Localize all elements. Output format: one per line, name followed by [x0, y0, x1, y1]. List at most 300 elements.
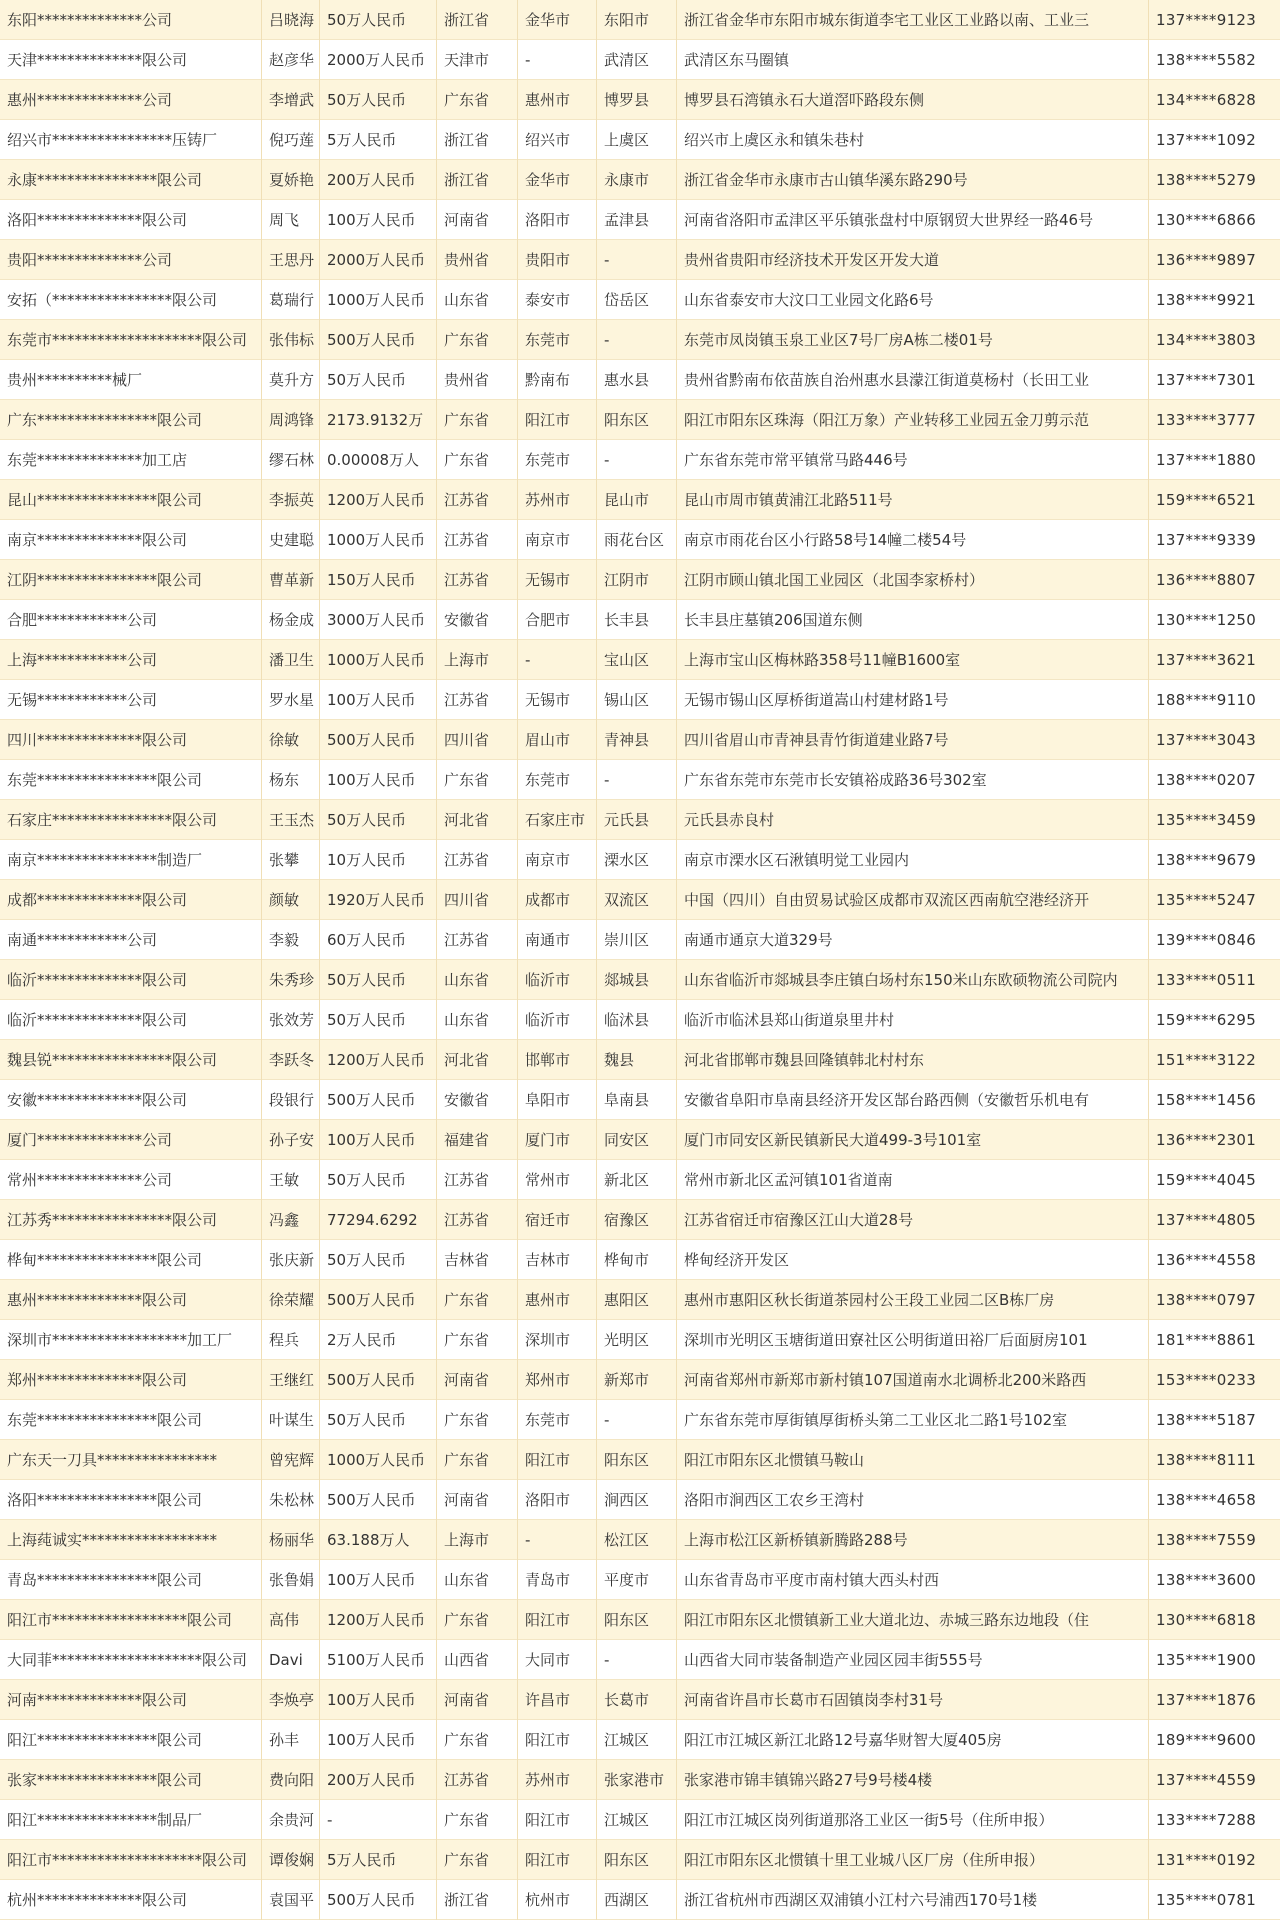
legal-representative-cell: 吕晓海 — [262, 0, 320, 40]
district-cell: 桦甸市 — [597, 1240, 677, 1280]
address-cell: 山东省临沂市郯城县李庄镇白场村东150米山东欧硕物流公司院内 — [677, 960, 1149, 1000]
company-name-cell: 绍兴市****************压铸厂 — [0, 120, 262, 160]
province-cell: 河南省 — [437, 1480, 518, 1520]
company-name-cell: 杭州**************限公司 — [0, 1880, 262, 1920]
table-row — [0, 320, 1280, 360]
registered-capital-cell: 5100万人民币 — [320, 1640, 437, 1680]
city-cell: 青岛市 — [518, 1560, 597, 1600]
company-name-cell: 深圳市******************加工厂 — [0, 1320, 262, 1360]
district-cell: 平度市 — [597, 1560, 677, 1600]
city-cell: 东莞市 — [518, 1400, 597, 1440]
province-cell: 广东省 — [437, 1280, 518, 1320]
company-name-cell: 桦甸****************限公司 — [0, 1240, 262, 1280]
district-cell: - — [597, 760, 677, 800]
province-cell: 浙江省 — [437, 160, 518, 200]
table-row — [0, 880, 1280, 920]
company-name-cell: 四川**************限公司 — [0, 720, 262, 760]
phone-cell: 158****1456 — [1156, 1090, 1257, 1109]
address-cell: 深圳市光明区玉塘街道田寮社区公明街道田裕厂后面厨房101 — [677, 1320, 1149, 1360]
table-row — [0, 1200, 1280, 1240]
address-cell: 长丰县庄墓镇206国道东侧 — [677, 600, 1149, 640]
legal-representative-cell: 王玉杰 — [262, 800, 320, 840]
table-row — [0, 720, 1280, 760]
city-cell: 苏州市 — [518, 1760, 597, 1800]
province-cell: 河南省 — [437, 200, 518, 240]
phone-cell: 136****8807 — [1156, 570, 1257, 589]
legal-representative-cell: 张效芳 — [262, 1000, 320, 1040]
table-row — [0, 1000, 1280, 1040]
registered-capital-cell: 1200万人民币 — [320, 480, 437, 520]
city-cell: - — [518, 640, 597, 680]
city-cell: 苏州市 — [518, 480, 597, 520]
province-cell: 安徽省 — [437, 600, 518, 640]
registered-capital-cell: - — [320, 1800, 437, 1840]
city-cell: 许昌市 — [518, 1680, 597, 1720]
legal-representative-cell: 张攀 — [262, 840, 320, 880]
phone-cell: 130****6866 — [1156, 210, 1257, 229]
address-cell: 临沂市临沭县郑山街道泉里井村 — [677, 1000, 1149, 1040]
legal-representative-cell: 袁国平 — [262, 1880, 320, 1920]
address-cell: 阳江市江城区新江北路12号嘉华财智大厦405房 — [677, 1720, 1149, 1760]
city-cell: 无锡市 — [518, 560, 597, 600]
city-cell: 眉山市 — [518, 720, 597, 760]
district-cell: 雨花台区 — [597, 520, 677, 560]
city-cell: 阳江市 — [518, 1840, 597, 1880]
province-cell: 广东省 — [437, 1400, 518, 1440]
legal-representative-cell: 葛瑞行 — [262, 280, 320, 320]
address-cell: 河北省邯郸市魏县回隆镇韩北村村东 — [677, 1040, 1149, 1080]
registered-capital-cell: 100万人民币 — [320, 1720, 437, 1760]
legal-representative-cell: 李增武 — [262, 80, 320, 120]
company-name-cell: 东阳**************公司 — [0, 0, 262, 40]
phone-cell: 181****8861 — [1156, 1330, 1257, 1349]
province-cell: 广东省 — [437, 1320, 518, 1360]
address-cell: 昆山市周市镇黄浦江北路511号 — [677, 480, 1149, 520]
registered-capital-cell: 100万人民币 — [320, 1120, 437, 1160]
address-cell: 阳江市阳东区北惯镇新工业大道北边、赤城三路东边地段（住 — [677, 1600, 1149, 1640]
province-cell: 广东省 — [437, 440, 518, 480]
phone-cell: 133****7288 — [1156, 1810, 1257, 1829]
company-name-cell: 东莞**************加工店 — [0, 440, 262, 480]
district-cell: 长丰县 — [597, 600, 677, 640]
address-cell: 浙江省金华市东阳市城东街道李宅工业区工业路以南、工业三 — [677, 0, 1149, 40]
table-row — [0, 80, 1280, 120]
province-cell: 浙江省 — [437, 120, 518, 160]
address-cell: 南通市通京大道329号 — [677, 920, 1149, 960]
district-cell: 惠阳区 — [597, 1280, 677, 1320]
district-cell: 宝山区 — [597, 640, 677, 680]
phone-cell: 138****9679 — [1156, 850, 1257, 869]
table-row — [0, 1680, 1280, 1720]
legal-representative-cell: 冯鑫 — [262, 1200, 320, 1240]
company-name-cell: 永康****************限公司 — [0, 160, 262, 200]
company-name-cell: 青岛****************限公司 — [0, 1560, 262, 1600]
province-cell: 江苏省 — [437, 1760, 518, 1800]
phone-cell: 133****0511 — [1156, 970, 1257, 989]
table-row — [0, 1600, 1280, 1640]
district-cell: 双流区 — [597, 880, 677, 920]
city-cell: 阳江市 — [518, 1800, 597, 1840]
legal-representative-cell: 程兵 — [262, 1320, 320, 1360]
district-cell: - — [597, 240, 677, 280]
table-row — [0, 1080, 1280, 1120]
phone-cell: 138****5187 — [1156, 1410, 1257, 1429]
registered-capital-cell: 500万人民币 — [320, 1280, 437, 1320]
legal-representative-cell: 费向阳 — [262, 1760, 320, 1800]
address-cell: 广东省东莞市厚街镇厚街桥头第二工业区北二路1号102室 — [677, 1400, 1149, 1440]
registered-capital-cell: 2000万人民币 — [320, 40, 437, 80]
phone-cell: 159****4045 — [1156, 1170, 1257, 1189]
address-cell: 山西省大同市装备制造产业园区园丰街555号 — [677, 1640, 1149, 1680]
registered-capital-cell: 2173.9132万 — [320, 400, 437, 440]
province-cell: 山东省 — [437, 960, 518, 1000]
address-cell: 上海市宝山区梅林路358号11幢B1600室 — [677, 640, 1149, 680]
phone-cell: 134****3803 — [1156, 330, 1257, 349]
city-cell: 宿迁市 — [518, 1200, 597, 1240]
district-cell: 江城区 — [597, 1800, 677, 1840]
district-cell: - — [597, 1640, 677, 1680]
table-row — [0, 1440, 1280, 1480]
district-cell: 阜南县 — [597, 1080, 677, 1120]
district-cell: - — [597, 1400, 677, 1440]
phone-cell: 137****4805 — [1156, 1210, 1257, 1229]
province-cell: 天津市 — [437, 40, 518, 80]
address-cell: 中国（四川）自由贸易试验区成都市双流区西南航空港经济开 — [677, 880, 1149, 920]
phone-cell: 151****3122 — [1156, 1050, 1257, 1069]
phone-cell: 135****5247 — [1156, 890, 1257, 909]
registered-capital-cell: 100万人民币 — [320, 200, 437, 240]
registered-capital-cell: 500万人民币 — [320, 1480, 437, 1520]
registered-capital-cell: 1200万人民币 — [320, 1600, 437, 1640]
company-name-cell: 阳江市******************限公司 — [0, 1600, 262, 1640]
registered-capital-cell: 50万人民币 — [320, 80, 437, 120]
phone-cell: 130****1250 — [1156, 610, 1257, 629]
legal-representative-cell: 王思丹 — [262, 240, 320, 280]
legal-representative-cell: 叶谋生 — [262, 1400, 320, 1440]
registered-capital-cell: 200万人民币 — [320, 1760, 437, 1800]
company-name-cell: 江苏秀****************限公司 — [0, 1200, 262, 1240]
province-cell: 江苏省 — [437, 680, 518, 720]
company-name-cell: 无锡************公司 — [0, 680, 262, 720]
address-cell: 上海市松江区新桥镇新腾路288号 — [677, 1520, 1149, 1560]
registered-capital-cell: 1200万人民币 — [320, 1040, 437, 1080]
registered-capital-cell: 5万人民币 — [320, 1840, 437, 1880]
city-cell: 石家庄市 — [518, 800, 597, 840]
phone-cell: 135****1900 — [1156, 1650, 1257, 1669]
city-cell: 南京市 — [518, 520, 597, 560]
district-cell: 新郑市 — [597, 1360, 677, 1400]
company-name-cell: 天津**************限公司 — [0, 40, 262, 80]
district-cell: - — [597, 440, 677, 480]
city-cell: 杭州市 — [518, 1880, 597, 1920]
address-cell: 山东省青岛市平度市南村镇大西头村西 — [677, 1560, 1149, 1600]
phone-cell: 135****0781 — [1156, 1890, 1257, 1909]
table-row — [0, 240, 1280, 280]
city-cell: 洛阳市 — [518, 200, 597, 240]
province-cell: 广东省 — [437, 760, 518, 800]
company-name-cell: 上海莼诚实****************** — [0, 1520, 262, 1560]
district-cell: 新北区 — [597, 1160, 677, 1200]
district-cell: 长葛市 — [597, 1680, 677, 1720]
city-cell: 无锡市 — [518, 680, 597, 720]
city-cell: 阳江市 — [518, 1600, 597, 1640]
phone-cell: 131****0192 — [1156, 1850, 1257, 1869]
company-name-cell: 张家****************限公司 — [0, 1760, 262, 1800]
table-row — [0, 1560, 1280, 1600]
address-cell: 阳江市阳东区北惯镇马鞍山 — [677, 1440, 1149, 1480]
company-name-cell: 东莞****************限公司 — [0, 1400, 262, 1440]
legal-representative-cell: 李毅 — [262, 920, 320, 960]
table-row — [0, 480, 1280, 520]
company-name-cell: 石家庄****************限公司 — [0, 800, 262, 840]
city-cell: 金华市 — [518, 0, 597, 40]
district-cell: 溧水区 — [597, 840, 677, 880]
registered-capital-cell: 50万人民币 — [320, 1160, 437, 1200]
phone-cell: 137****9339 — [1156, 530, 1257, 549]
company-name-cell: 东莞****************限公司 — [0, 760, 262, 800]
table-row — [0, 1120, 1280, 1160]
address-cell: 阳江市阳东区珠海（阳江万象）产业转移工业园五金刀剪示范 — [677, 400, 1149, 440]
table-row — [0, 1760, 1280, 1800]
table-row — [0, 760, 1280, 800]
legal-representative-cell: 徐荣耀 — [262, 1280, 320, 1320]
address-cell: 南京市溧水区石湫镇明觉工业园内 — [677, 840, 1149, 880]
table-row — [0, 200, 1280, 240]
district-cell: 武清区 — [597, 40, 677, 80]
address-cell: 桦甸经济开发区 — [677, 1240, 1149, 1280]
legal-representative-cell: 周飞 — [262, 200, 320, 240]
company-name-cell: 魏县锐****************限公司 — [0, 1040, 262, 1080]
registered-capital-cell: 100万人民币 — [320, 760, 437, 800]
province-cell: 江苏省 — [437, 520, 518, 560]
address-cell: 江阴市顾山镇北国工业园区（北国李家桥村） — [677, 560, 1149, 600]
city-cell: 阳江市 — [518, 1720, 597, 1760]
address-cell: 贵州省贵阳市经济技术开发区开发大道 — [677, 240, 1149, 280]
legal-representative-cell: 李振英 — [262, 480, 320, 520]
legal-representative-cell: 莫升方 — [262, 360, 320, 400]
registered-capital-cell: 50万人民币 — [320, 0, 437, 40]
registered-capital-cell: 1000万人民币 — [320, 640, 437, 680]
address-cell: 浙江省金华市永康市古山镇华溪东路290号 — [677, 160, 1149, 200]
district-cell: 东阳市 — [597, 0, 677, 40]
address-cell: 武清区东马圈镇 — [677, 40, 1149, 80]
city-cell: 阳江市 — [518, 400, 597, 440]
legal-representative-cell: 谭俊娴 — [262, 1840, 320, 1880]
legal-representative-cell: 潘卫生 — [262, 640, 320, 680]
district-cell: - — [597, 320, 677, 360]
district-cell: 阳东区 — [597, 1600, 677, 1640]
company-name-cell: 惠州**************限公司 — [0, 1280, 262, 1320]
phone-cell: 137****9123 — [1156, 10, 1257, 29]
address-cell: 河南省洛阳市孟津区平乐镇张盘村中原钢贸大世界经一路46号 — [677, 200, 1149, 240]
registered-capital-cell: 200万人民币 — [320, 160, 437, 200]
address-cell: 贵州省黔南布依苗族自治州惠水县濛江街道莫杨村（长田工业 — [677, 360, 1149, 400]
phone-cell: 137****1880 — [1156, 450, 1257, 469]
company-name-cell: 惠州**************公司 — [0, 80, 262, 120]
district-cell: 阳东区 — [597, 1840, 677, 1880]
phone-cell: 138****0207 — [1156, 770, 1257, 789]
district-cell: 岱岳区 — [597, 280, 677, 320]
province-cell: 江苏省 — [437, 920, 518, 960]
registered-capital-cell: 50万人民币 — [320, 1400, 437, 1440]
address-cell: 绍兴市上虞区永和镇朱巷村 — [677, 120, 1149, 160]
province-cell: 河北省 — [437, 800, 518, 840]
phone-cell: 137****1092 — [1156, 130, 1257, 149]
legal-representative-cell: 张伟标 — [262, 320, 320, 360]
registered-capital-cell: 2000万人民币 — [320, 240, 437, 280]
phone-cell: 133****3777 — [1156, 410, 1257, 429]
company-name-cell: 洛阳**************限公司 — [0, 200, 262, 240]
address-cell: 广东省东莞市常平镇常马路446号 — [677, 440, 1149, 480]
address-cell: 山东省泰安市大汶口工业园文化路6号 — [677, 280, 1149, 320]
address-cell: 惠州市惠阳区秋长街道茶园村公王段工业园二区B栋厂房 — [677, 1280, 1149, 1320]
registered-capital-cell: 100万人民币 — [320, 1560, 437, 1600]
province-cell: 广东省 — [437, 1720, 518, 1760]
registered-capital-cell: 150万人民币 — [320, 560, 437, 600]
company-name-cell: 贵州**********械厂 — [0, 360, 262, 400]
city-cell: 吉林市 — [518, 1240, 597, 1280]
registered-capital-cell: 5万人民币 — [320, 120, 437, 160]
legal-representative-cell: 杨丽华 — [262, 1520, 320, 1560]
province-cell: 安徽省 — [437, 1080, 518, 1120]
registered-capital-cell: 500万人民币 — [320, 1360, 437, 1400]
registered-capital-cell: 63.188万人 — [320, 1520, 437, 1560]
phone-cell: 138****5279 — [1156, 170, 1257, 189]
province-cell: 广东省 — [437, 1440, 518, 1480]
table-row — [0, 640, 1280, 680]
phone-cell: 136****2301 — [1156, 1130, 1257, 1149]
province-cell: 吉林省 — [437, 1240, 518, 1280]
province-cell: 贵州省 — [437, 360, 518, 400]
registered-capital-cell: 10万人民币 — [320, 840, 437, 880]
company-name-cell: 厦门**************公司 — [0, 1120, 262, 1160]
district-cell: 元氏县 — [597, 800, 677, 840]
legal-representative-cell: 颜敏 — [262, 880, 320, 920]
province-cell: 河南省 — [437, 1680, 518, 1720]
phone-cell: 159****6521 — [1156, 490, 1257, 509]
city-cell: 泰安市 — [518, 280, 597, 320]
legal-representative-cell: 夏娇艳 — [262, 160, 320, 200]
company-name-cell: 安拓（****************限公司 — [0, 280, 262, 320]
company-name-cell: 阳江****************制品厂 — [0, 1800, 262, 1840]
table-row — [0, 800, 1280, 840]
registered-capital-cell: 77294.6292 — [320, 1200, 437, 1240]
legal-representative-cell: 张庆新 — [262, 1240, 320, 1280]
table-row — [0, 840, 1280, 880]
legal-representative-cell: 朱松林 — [262, 1480, 320, 1520]
phone-cell: 136****9897 — [1156, 250, 1257, 269]
city-cell: 东莞市 — [518, 440, 597, 480]
district-cell: 魏县 — [597, 1040, 677, 1080]
table-row — [0, 1480, 1280, 1520]
address-cell: 南京市雨花台区小行路58号14幢二楼54号 — [677, 520, 1149, 560]
legal-representative-cell: 张鲁娟 — [262, 1560, 320, 1600]
legal-representative-cell: 朱秀珍 — [262, 960, 320, 1000]
district-cell: 临沭县 — [597, 1000, 677, 1040]
province-cell: 四川省 — [437, 720, 518, 760]
company-name-cell: 合肥************公司 — [0, 600, 262, 640]
district-cell: 崇川区 — [597, 920, 677, 960]
legal-representative-cell: 李焕亭 — [262, 1680, 320, 1720]
address-cell: 江苏省宿迁市宿豫区江山大道28号 — [677, 1200, 1149, 1240]
table-row — [0, 1840, 1280, 1880]
registered-capital-cell: 50万人民币 — [320, 960, 437, 1000]
table-row — [0, 520, 1280, 560]
address-cell: 厦门市同安区新民镇新民大道499-3号101室 — [677, 1120, 1149, 1160]
table-row — [0, 560, 1280, 600]
table-row — [0, 1720, 1280, 1760]
registered-capital-cell: 500万人民币 — [320, 1080, 437, 1120]
table-row — [0, 0, 1280, 40]
table-row — [0, 1240, 1280, 1280]
city-cell: 东莞市 — [518, 760, 597, 800]
district-cell: 江阴市 — [597, 560, 677, 600]
table-row — [0, 440, 1280, 480]
district-cell: 博罗县 — [597, 80, 677, 120]
table-row — [0, 40, 1280, 80]
province-cell: 贵州省 — [437, 240, 518, 280]
company-name-cell: 南通************公司 — [0, 920, 262, 960]
legal-representative-cell: 段银行 — [262, 1080, 320, 1120]
company-name-cell: 临沂**************限公司 — [0, 1000, 262, 1040]
phone-cell: 139****0846 — [1156, 930, 1257, 949]
province-cell: 山东省 — [437, 1000, 518, 1040]
phone-cell: 137****3621 — [1156, 650, 1257, 669]
province-cell: 河南省 — [437, 1360, 518, 1400]
company-name-cell: 广东天一刀具**************** — [0, 1440, 262, 1480]
province-cell: 广东省 — [437, 1840, 518, 1880]
city-cell: 贵阳市 — [518, 240, 597, 280]
province-cell: 浙江省 — [437, 0, 518, 40]
company-name-cell: 昆山****************限公司 — [0, 480, 262, 520]
table-row — [0, 1040, 1280, 1080]
registered-capital-cell: 50万人民币 — [320, 1240, 437, 1280]
company-name-cell: 大同菲********************限公司 — [0, 1640, 262, 1680]
registered-capital-cell: 500万人民币 — [320, 320, 437, 360]
city-cell: - — [518, 40, 597, 80]
phone-cell: 138****7559 — [1156, 1530, 1257, 1549]
city-cell: 惠州市 — [518, 80, 597, 120]
district-cell: 阳东区 — [597, 1440, 677, 1480]
address-cell: 阳江市阳东区北惯镇十里工业城八区厂房（住所申报） — [677, 1840, 1149, 1880]
city-cell: 东莞市 — [518, 320, 597, 360]
province-cell: 江苏省 — [437, 1160, 518, 1200]
address-cell: 四川省眉山市青神县青竹街道建业路7号 — [677, 720, 1149, 760]
city-cell: 阜阳市 — [518, 1080, 597, 1120]
legal-representative-cell: 缪石林 — [262, 440, 320, 480]
district-cell: 阳东区 — [597, 400, 677, 440]
legal-representative-cell: 李跃冬 — [262, 1040, 320, 1080]
district-cell: 青神县 — [597, 720, 677, 760]
table-row — [0, 680, 1280, 720]
registered-capital-cell: 50万人民币 — [320, 360, 437, 400]
table-row — [0, 360, 1280, 400]
address-cell: 广东省东莞市东莞市长安镇裕成路36号302室 — [677, 760, 1149, 800]
city-cell: 大同市 — [518, 1640, 597, 1680]
company-name-cell: 临沂**************限公司 — [0, 960, 262, 1000]
company-name-cell: 阳江****************限公司 — [0, 1720, 262, 1760]
province-cell: 江苏省 — [437, 560, 518, 600]
phone-cell: 136****4558 — [1156, 1250, 1257, 1269]
address-cell: 博罗县石湾镇永石大道滘吓路段东侧 — [677, 80, 1149, 120]
table-row — [0, 1880, 1280, 1920]
address-cell: 常州市新北区孟河镇101省道南 — [677, 1160, 1149, 1200]
province-cell: 浙江省 — [437, 1880, 518, 1920]
table-row — [0, 1520, 1280, 1560]
address-cell: 阳江市江城区岗列街道那洛工业区一街5号（住所申报） — [677, 1800, 1149, 1840]
phone-cell: 153****0233 — [1156, 1370, 1257, 1389]
city-cell: 黔南布 — [518, 360, 597, 400]
